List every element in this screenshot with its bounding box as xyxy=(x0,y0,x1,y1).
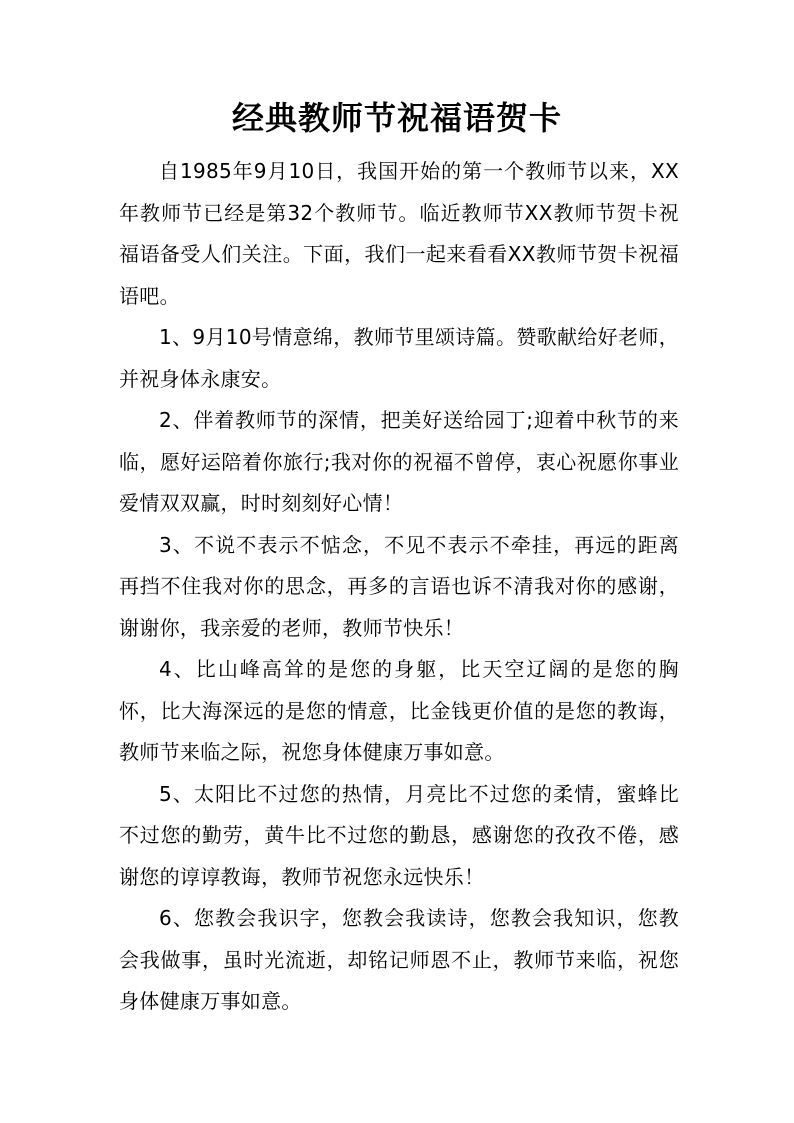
document-title: 经典教师节祝福语贺卡 xyxy=(231,99,562,137)
paragraph-greeting-3: 3、不说不表示不惦念，不见不表示不牵挂，再远的距离再挡不住我对你的思念，再多的言语也诉不清我对你的感谢，谢谢你，我亲爱的老师，教师节快乐！ xyxy=(119,532,679,640)
paragraph-greeting-2: 2、伴着教师节的深情，把美好送给园丁;迎着中秋节的来临，愿好运陪着你旅行;我对你的祝福不曾停，衷心祝愿你事业爱情双双赢，时时刻刻好心情！ xyxy=(119,408,679,515)
paragraph-greeting-4: 4、比山峰高耸的是您的身躯，比天空辽阔的是您的胸怀，比大海深远的是您的情意，比金钱更价值的是您的教诲，教师节来临之际，祝您身体健康万事如意。 xyxy=(119,657,679,764)
document-body xyxy=(119,151,679,1023)
paragraph-greeting-1: 1、9月10号情意绵，教师节里颂诗篇。赞歌献给好老师，并祝身体永康安。 xyxy=(119,325,679,391)
paragraph-greeting-5: 5、太阳比不过您的热情，月亮比不过您的柔情，蜜蜂比不过您的勤劳，黄牛比不过您的勤恳，感谢您的孜孜不倦，感谢您的谆谆教诲，教师节祝您永远快乐！ xyxy=(119,781,679,889)
paragraph-greeting-6: 6、您教会我识字，您教会我读诗，您教会我知识，您教会我做事，虽时光流逝，却铭记师恩不止，教师节来临，祝您身体健康万事如意。 xyxy=(119,906,679,1013)
paragraph-intro: 自1985年9月10日，我国开始的第一个教师节以来，XX年教师节已经是第32个教师节。临近教师节XX教师节贺卡祝福语备受人们关注。下面，我们一起来看看XX教师节贺卡祝福语吧。 xyxy=(119,159,679,308)
